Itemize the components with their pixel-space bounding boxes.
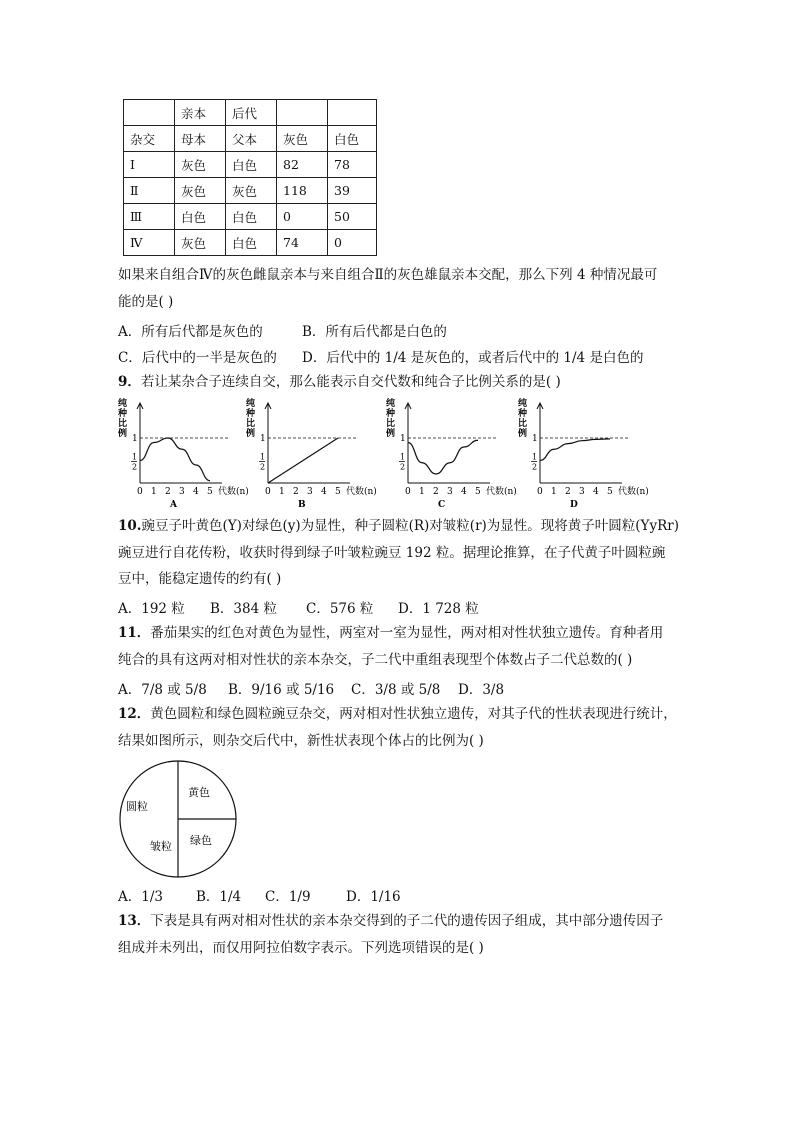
q9-x-label: 代数(n) xyxy=(218,487,249,497)
table-cell xyxy=(328,100,377,126)
q9-x-label: 代数(n) xyxy=(346,487,377,497)
table-cell: 78 xyxy=(328,152,377,178)
q9-y-tick-one: 1 xyxy=(260,434,266,444)
q8-stem-line2: 能的是( ) xyxy=(118,294,174,310)
q13-line1 xyxy=(118,912,663,930)
table-cell: 0 xyxy=(328,230,377,256)
table-cell: 74 xyxy=(277,230,328,256)
table-cell xyxy=(124,100,175,126)
q9-x-tick: 0 xyxy=(537,487,543,497)
q9-ylabel-char: 例 xyxy=(118,429,128,439)
q9-y-tick-one: 1 xyxy=(532,434,538,444)
q9-ylabel-char: 例 xyxy=(246,429,256,439)
q9-y-tick-half-den: 2 xyxy=(132,462,138,472)
q11-line2: 纯合的具有这两对相对性状的亲本杂交，子二代中重组表现型个体数占子二代总数的( ) xyxy=(118,652,633,668)
table-row xyxy=(124,204,377,230)
q10-line1 xyxy=(118,517,679,535)
table-row xyxy=(124,230,377,256)
q9-x-tick: 5 xyxy=(335,487,341,497)
q9-y-tick-half-num: 1 xyxy=(532,452,538,462)
q9-y-tick-half-num: 1 xyxy=(132,452,138,462)
table-cell: 白色 xyxy=(226,152,277,178)
q9-curve-B xyxy=(268,438,338,483)
q9-ylabel-char: 纯 xyxy=(246,399,256,409)
q9-y-tick-half-den: 2 xyxy=(532,462,538,472)
table-cell: 白色 xyxy=(328,126,377,152)
q11-line1-text: 番茄果实的红色对黄色为显性，两室对一室为显性，两对相对性状独立遗传。育种者用 xyxy=(150,625,664,641)
q9-ylabel-char: 纯 xyxy=(386,399,396,409)
q9-curve-A xyxy=(140,438,210,481)
q9-x-label: 代数(n) xyxy=(486,487,517,497)
q9-x-tick: 1 xyxy=(551,487,557,497)
q9-ylabel-char: 种 xyxy=(246,409,256,419)
table-cell xyxy=(277,100,328,126)
q9-y-tick-one: 1 xyxy=(400,434,406,444)
q8-option-d: D．后代中的 1/4 是灰色的，或者后代中的 1/4 是白色的 xyxy=(302,350,644,366)
q9-x-tick: 3 xyxy=(447,487,453,497)
q8-option-b: B．所有后代都是白色的 xyxy=(302,324,447,340)
q9-x-tick: 5 xyxy=(475,487,481,497)
q10-line3: 豆中，能稳定遗传的约有( ) xyxy=(118,571,282,587)
table-cell: 母本 xyxy=(175,126,226,152)
q11-option-b: B．9/16 或 5/16 xyxy=(228,682,335,698)
q9-curve-D xyxy=(540,439,610,461)
table-cell: 灰色 xyxy=(175,152,226,178)
q9-x-tick: 1 xyxy=(151,487,157,497)
q13-line2: 组成并未列出，而仅用阿拉伯数字表示。下列选项错误的是( ) xyxy=(118,940,484,956)
table-cell: 后代 xyxy=(226,100,277,126)
table-cell: 39 xyxy=(328,178,377,204)
table-cell: 50 xyxy=(328,204,377,230)
q13-number: 13． xyxy=(118,913,151,929)
q10-option-a: A．192 粒 xyxy=(118,601,185,617)
table-cell: 灰色 xyxy=(175,178,226,204)
pie-label-yellow: 黄色 xyxy=(188,786,210,799)
q12-number: 12． xyxy=(118,706,151,722)
q12-line1-text: 黄色圆粒和绿色圆粒豌豆杂交，两对相对性状独立遗传，对其子代的性状表现进行统计， xyxy=(150,706,677,722)
q12-line2: 结果如图所示，则杂交后代中，新性状表现个体占的比例为( ) xyxy=(118,733,484,749)
q9-stem xyxy=(118,373,561,391)
q13-line1-text: 下表是具有两对相对性状的亲本杂交得到的子二代的遗传因子组成，其中部分遗传因子 xyxy=(150,913,664,929)
table-cell: 0 xyxy=(277,204,328,230)
q9-ylabel-char: 种 xyxy=(386,409,396,419)
table-header-row xyxy=(124,100,377,126)
q9-graphs xyxy=(110,396,670,508)
table-cell: 白色 xyxy=(175,204,226,230)
q12-option-d: D．1/16 xyxy=(346,889,401,905)
q10-line2: 豌豆进行自花传粉，收获时得到绿子叶皱粒豌豆 192 粒。据理论推算，在子代黄子叶圆粒豌 xyxy=(118,545,666,561)
q10-option-c: C．576 粒 xyxy=(306,601,374,617)
q12-option-c: C．1/9 xyxy=(265,889,311,905)
q8-option-c: C．后代中的一半是灰色的 xyxy=(118,350,277,366)
q9-x-tick: 3 xyxy=(579,487,585,497)
q9-x-tick: 0 xyxy=(405,487,411,497)
q9-y-tick-half-num: 1 xyxy=(260,452,266,462)
table-row xyxy=(124,152,377,178)
q10-option-d: D．1 728 粒 xyxy=(398,601,479,617)
q9-x-tick: 2 xyxy=(165,487,171,497)
q9-x-tick: 3 xyxy=(307,487,313,497)
q10-number: 10. xyxy=(118,518,142,534)
q9-x-tick: 1 xyxy=(279,487,285,497)
q9-x-label: 代数(n) xyxy=(618,487,649,497)
q10-option-b: B．384 粒 xyxy=(210,601,277,617)
q9-panel-label: B xyxy=(298,500,306,508)
table-cell: Ⅳ xyxy=(124,230,175,256)
q11-option-a: A．7/8 或 5/8 xyxy=(118,682,207,698)
q9-x-tick: 2 xyxy=(565,487,571,497)
q9-y-tick-half-den: 2 xyxy=(260,462,266,472)
table-cell: 灰色 xyxy=(226,178,277,204)
q9-x-tick: 3 xyxy=(179,487,185,497)
table-row xyxy=(124,178,377,204)
q9-x-tick: 0 xyxy=(137,487,143,497)
table-cell: 灰色 xyxy=(175,230,226,256)
q9-ylabel-char: 比 xyxy=(386,419,396,429)
q10-line1-text: 豌豆子叶黄色(Y)对绿色(y)为显性，种子圆粒(R)对皱粒(r)为显性。现将黄子叶圆粒(YyRr) xyxy=(141,518,679,534)
pie-label-round: 圆粒 xyxy=(126,800,148,813)
q9-ylabel-char: 种 xyxy=(518,409,528,419)
q9-ylabel-char: 比 xyxy=(518,419,528,429)
table-subheader-row xyxy=(124,126,377,152)
q9-x-tick: 4 xyxy=(193,487,199,497)
q9-ylabel-char: 纯 xyxy=(518,399,528,409)
q9-panel-label: C xyxy=(438,500,446,508)
q11-line1 xyxy=(118,624,663,642)
pie-label-wrinkled: 皱粒 xyxy=(150,840,172,853)
table-cell: Ⅰ xyxy=(124,152,175,178)
q9-number: 9． xyxy=(118,374,141,390)
q8-option-a: A．所有后代都是灰色的 xyxy=(118,324,263,340)
q12-option-a: A．1/3 xyxy=(118,889,163,905)
q9-ylabel-char: 比 xyxy=(118,419,128,429)
q9-y-tick-one: 1 xyxy=(132,434,138,444)
q12-pie-chart xyxy=(118,758,242,880)
q11-option-c: C．3/8 或 5/8 xyxy=(351,682,441,698)
q9-panel-label: A xyxy=(170,500,177,508)
q9-ylabel-char: 例 xyxy=(518,429,528,439)
q9-ylabel-char: 种 xyxy=(118,409,128,419)
q9-stem-text: 若让某杂合子连续自交，那么能表示自交代数和纯合子比例关系的是( ) xyxy=(140,374,561,390)
q9-ylabel-char: 例 xyxy=(386,429,396,439)
q9-x-tick: 5 xyxy=(607,487,613,497)
table-cell: 亲本 xyxy=(175,100,226,126)
q9-x-tick: 4 xyxy=(461,487,467,497)
table-cell: Ⅱ xyxy=(124,178,175,204)
q12-option-b: B．1/4 xyxy=(196,889,242,905)
q12-line1 xyxy=(118,705,677,723)
table-cell: 白色 xyxy=(226,204,277,230)
q9-panel-label: D xyxy=(570,500,578,508)
q8-stem-line1: 如果来自组合Ⅳ的灰色雌鼠亲本与来自组合Ⅱ的灰色雄鼠亲本交配，那么下列 4 种情况最可 xyxy=(118,267,658,283)
q9-y-tick-half-den: 2 xyxy=(400,462,406,472)
table-cell: 杂交 xyxy=(124,126,175,152)
table-cell: 灰色 xyxy=(277,126,328,152)
q9-x-tick: 5 xyxy=(207,487,213,497)
q9-x-tick: 2 xyxy=(433,487,439,497)
q9-x-tick: 0 xyxy=(265,487,271,497)
q9-x-tick: 4 xyxy=(593,487,599,497)
table-cell: 父本 xyxy=(226,126,277,152)
cross-results-table xyxy=(123,99,377,256)
table-cell: 白色 xyxy=(226,230,277,256)
q9-x-tick: 4 xyxy=(321,487,327,497)
q9-y-tick-half-num: 1 xyxy=(400,452,406,462)
q11-option-d: D．3/8 xyxy=(458,682,505,698)
q9-ylabel-char: 比 xyxy=(246,419,256,429)
table-cell: Ⅲ xyxy=(124,204,175,230)
q11-number: 11． xyxy=(118,625,151,641)
q9-x-tick: 1 xyxy=(419,487,425,497)
table-cell: 118 xyxy=(277,178,328,204)
q9-curve-C xyxy=(408,440,478,474)
table-cell: 82 xyxy=(277,152,328,178)
q9-ylabel-char: 纯 xyxy=(118,399,128,409)
q9-x-tick: 2 xyxy=(293,487,299,497)
pie-label-green: 绿色 xyxy=(190,834,212,847)
